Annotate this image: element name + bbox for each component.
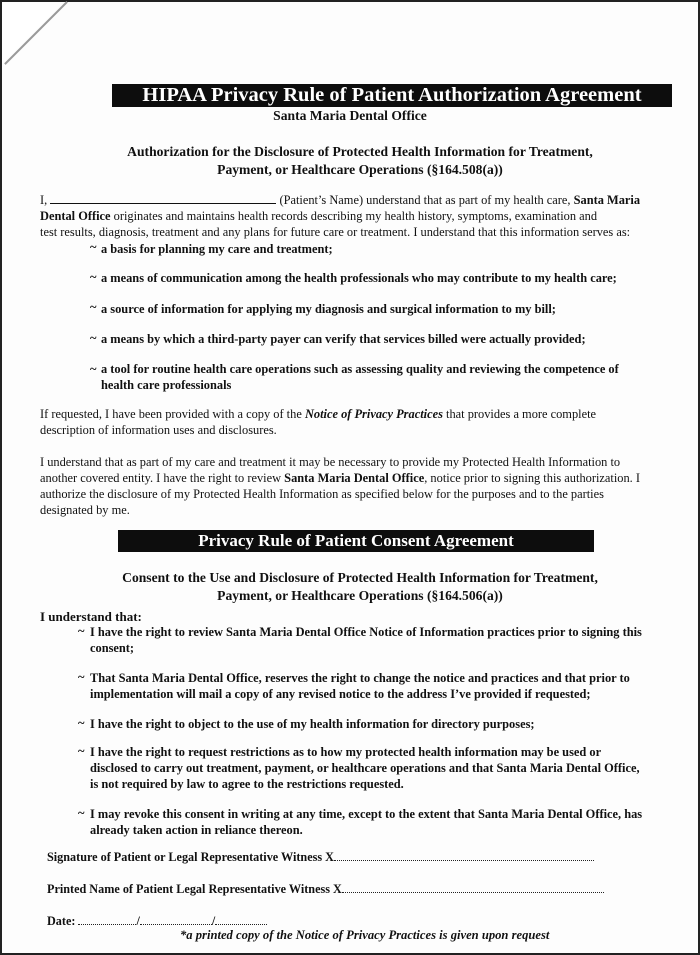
document-title: HIPAA Privacy Rule of Patient Authorization Agreement <box>142 84 642 106</box>
disclosure-line-2-post: , notice prior to signing this authorization. I <box>424 471 640 485</box>
date-label: Date: <box>47 914 76 928</box>
bullet-mark: ~ <box>78 806 85 820</box>
consent-item-continued: is not required by law to agree to the restrictions requested. <box>90 777 404 791</box>
consent-title: Privacy Rule of Patient Consent Agreement <box>198 531 514 550</box>
authorization-heading-line-2: Payment, or Healthcare Operations (§164.508(a)) <box>217 162 503 177</box>
bullet-mark: ~ <box>90 300 97 314</box>
disclosure-line-2 <box>40 470 640 486</box>
notice-line-2: description of information uses and disclosures. <box>40 423 277 437</box>
consent-item-continued: implementation will mail a copy of any revised notice to the address I’ve provided if requested; <box>90 687 591 701</box>
intro-line-2-text: originates and maintains health records describing my health history, symptoms, examination and <box>113 209 598 223</box>
notice-text-pre: If requested, I have been provided with a copy of the <box>40 407 302 421</box>
use-item: a tool for routine health care operations such as assessing quality and reviewing the competence of <box>101 362 619 376</box>
consent-item: I have the right to review Santa Maria Dental Office Notice of Information practices prior to signing this <box>90 625 642 639</box>
bullet-mark: ~ <box>90 331 97 345</box>
date-line <box>47 914 267 929</box>
date-day-field[interactable] <box>140 914 212 925</box>
consent-item-continued: disclosed to carry out treatment, payment, or healthcare operations and that Santa Maria Dental Office, <box>90 761 640 775</box>
bullet-mark: ~ <box>78 624 85 638</box>
signature-label: Signature of Patient or Legal Representative Witness <box>47 850 323 864</box>
notice-title: Notice of Privacy Practices <box>304 407 443 421</box>
date-separator: / <box>136 914 140 928</box>
bullet-mark: ~ <box>78 716 85 730</box>
notice-text-post: that provides a more complete <box>446 407 597 421</box>
intro-lead: I, <box>40 193 48 207</box>
use-item: a means by which a third-party payer can verify that services billed were actually provided; <box>101 332 586 346</box>
use-item: a source of information for applying my diagnosis and surgical information to my bill; <box>101 302 556 316</box>
consent-item: I may revoke this consent in writing at any time, except to the extent that Santa Maria Dental Office, has <box>90 807 643 821</box>
consent-heading-line-2: Payment, or Healthcare Operations (§164.506(a)) <box>217 588 503 603</box>
date-year-field[interactable] <box>215 914 267 925</box>
date-separator: / <box>211 914 216 928</box>
consent-heading <box>50 569 670 605</box>
bullet-mark: ~ <box>90 362 97 376</box>
consent-item: I have the right to object to the use of my health information for directory purposes; <box>90 717 535 731</box>
notice-line-1 <box>40 406 596 422</box>
consent-item: I have the right to request restrictions as to how my protected health information may be used or <box>90 745 602 759</box>
authorization-heading <box>60 143 660 179</box>
office-name: Santa Maria Dental Office <box>273 108 427 123</box>
date-month-field[interactable] <box>78 914 136 925</box>
printed-name-x: X <box>333 882 342 896</box>
intro-line-2-bold: Dental Office <box>40 209 111 223</box>
signature-x: X <box>325 850 334 864</box>
disclosure-line-4: designated by me. <box>40 503 130 517</box>
disclosure-line-1: I understand that as part of my care and treatment it may be necessary to provide my Protected Health Information to <box>40 455 621 469</box>
signature-line <box>47 850 594 865</box>
use-item: a basis for planning my care and treatment; <box>101 242 333 256</box>
patient-name-blank[interactable] <box>50 193 276 204</box>
signature-field[interactable] <box>334 850 594 861</box>
use-item-continued: health care professionals <box>101 378 232 392</box>
printed-name-line <box>47 882 604 897</box>
consent-item: That Santa Maria Dental Office, reserves the right to change the notice and practices and that prior to <box>90 671 630 685</box>
intro-line-1 <box>40 192 640 208</box>
use-item: a means of communication among the health professionals who may contribute to my health care; <box>101 271 617 285</box>
document-title-banner <box>112 84 672 107</box>
understand-label: I understand that: <box>40 609 142 624</box>
bullet-mark: ~ <box>90 270 97 284</box>
consent-item-continued: consent; <box>90 641 135 655</box>
printed-name-label: Printed Name of Patient Legal Representative Witness <box>47 882 330 896</box>
patient-name-label: (Patient’s Name) understand that as part of my health care, <box>279 193 571 207</box>
consent-heading-line-1: Consent to the Use and Disclosure of Protected Health Information for Treatment, <box>122 570 598 585</box>
intro-line-3: test results, diagnosis, treatment and any plans for future care or treatment. I understand that this information serves as: <box>40 225 631 239</box>
authorization-heading-line-1: Authorization for the Disclosure of Protected Health Information for Treatment, <box>127 144 593 159</box>
bullet-mark: ~ <box>78 744 85 758</box>
printed-name-field[interactable] <box>342 882 604 893</box>
bullet-mark: ~ <box>78 670 85 684</box>
disclosure-line-2-pre: another covered entity. I have the right to review <box>40 471 282 485</box>
consent-item-continued: already taken action in reliance thereon. <box>90 823 303 837</box>
disclosure-office-bold: Santa Maria Dental Office <box>284 471 425 485</box>
bullet-mark: ~ <box>90 240 97 254</box>
consent-title-banner <box>118 530 594 552</box>
footnote: *a printed copy of the Notice of Privacy Practices is given upon request <box>180 928 550 942</box>
intro-line-2 <box>40 208 597 224</box>
disclosure-line-3: authorize the disclosure of my Protected Health Information as specified below for the purposes and to the parties <box>40 487 604 501</box>
intro-office-bold: Santa Maria <box>573 193 641 207</box>
